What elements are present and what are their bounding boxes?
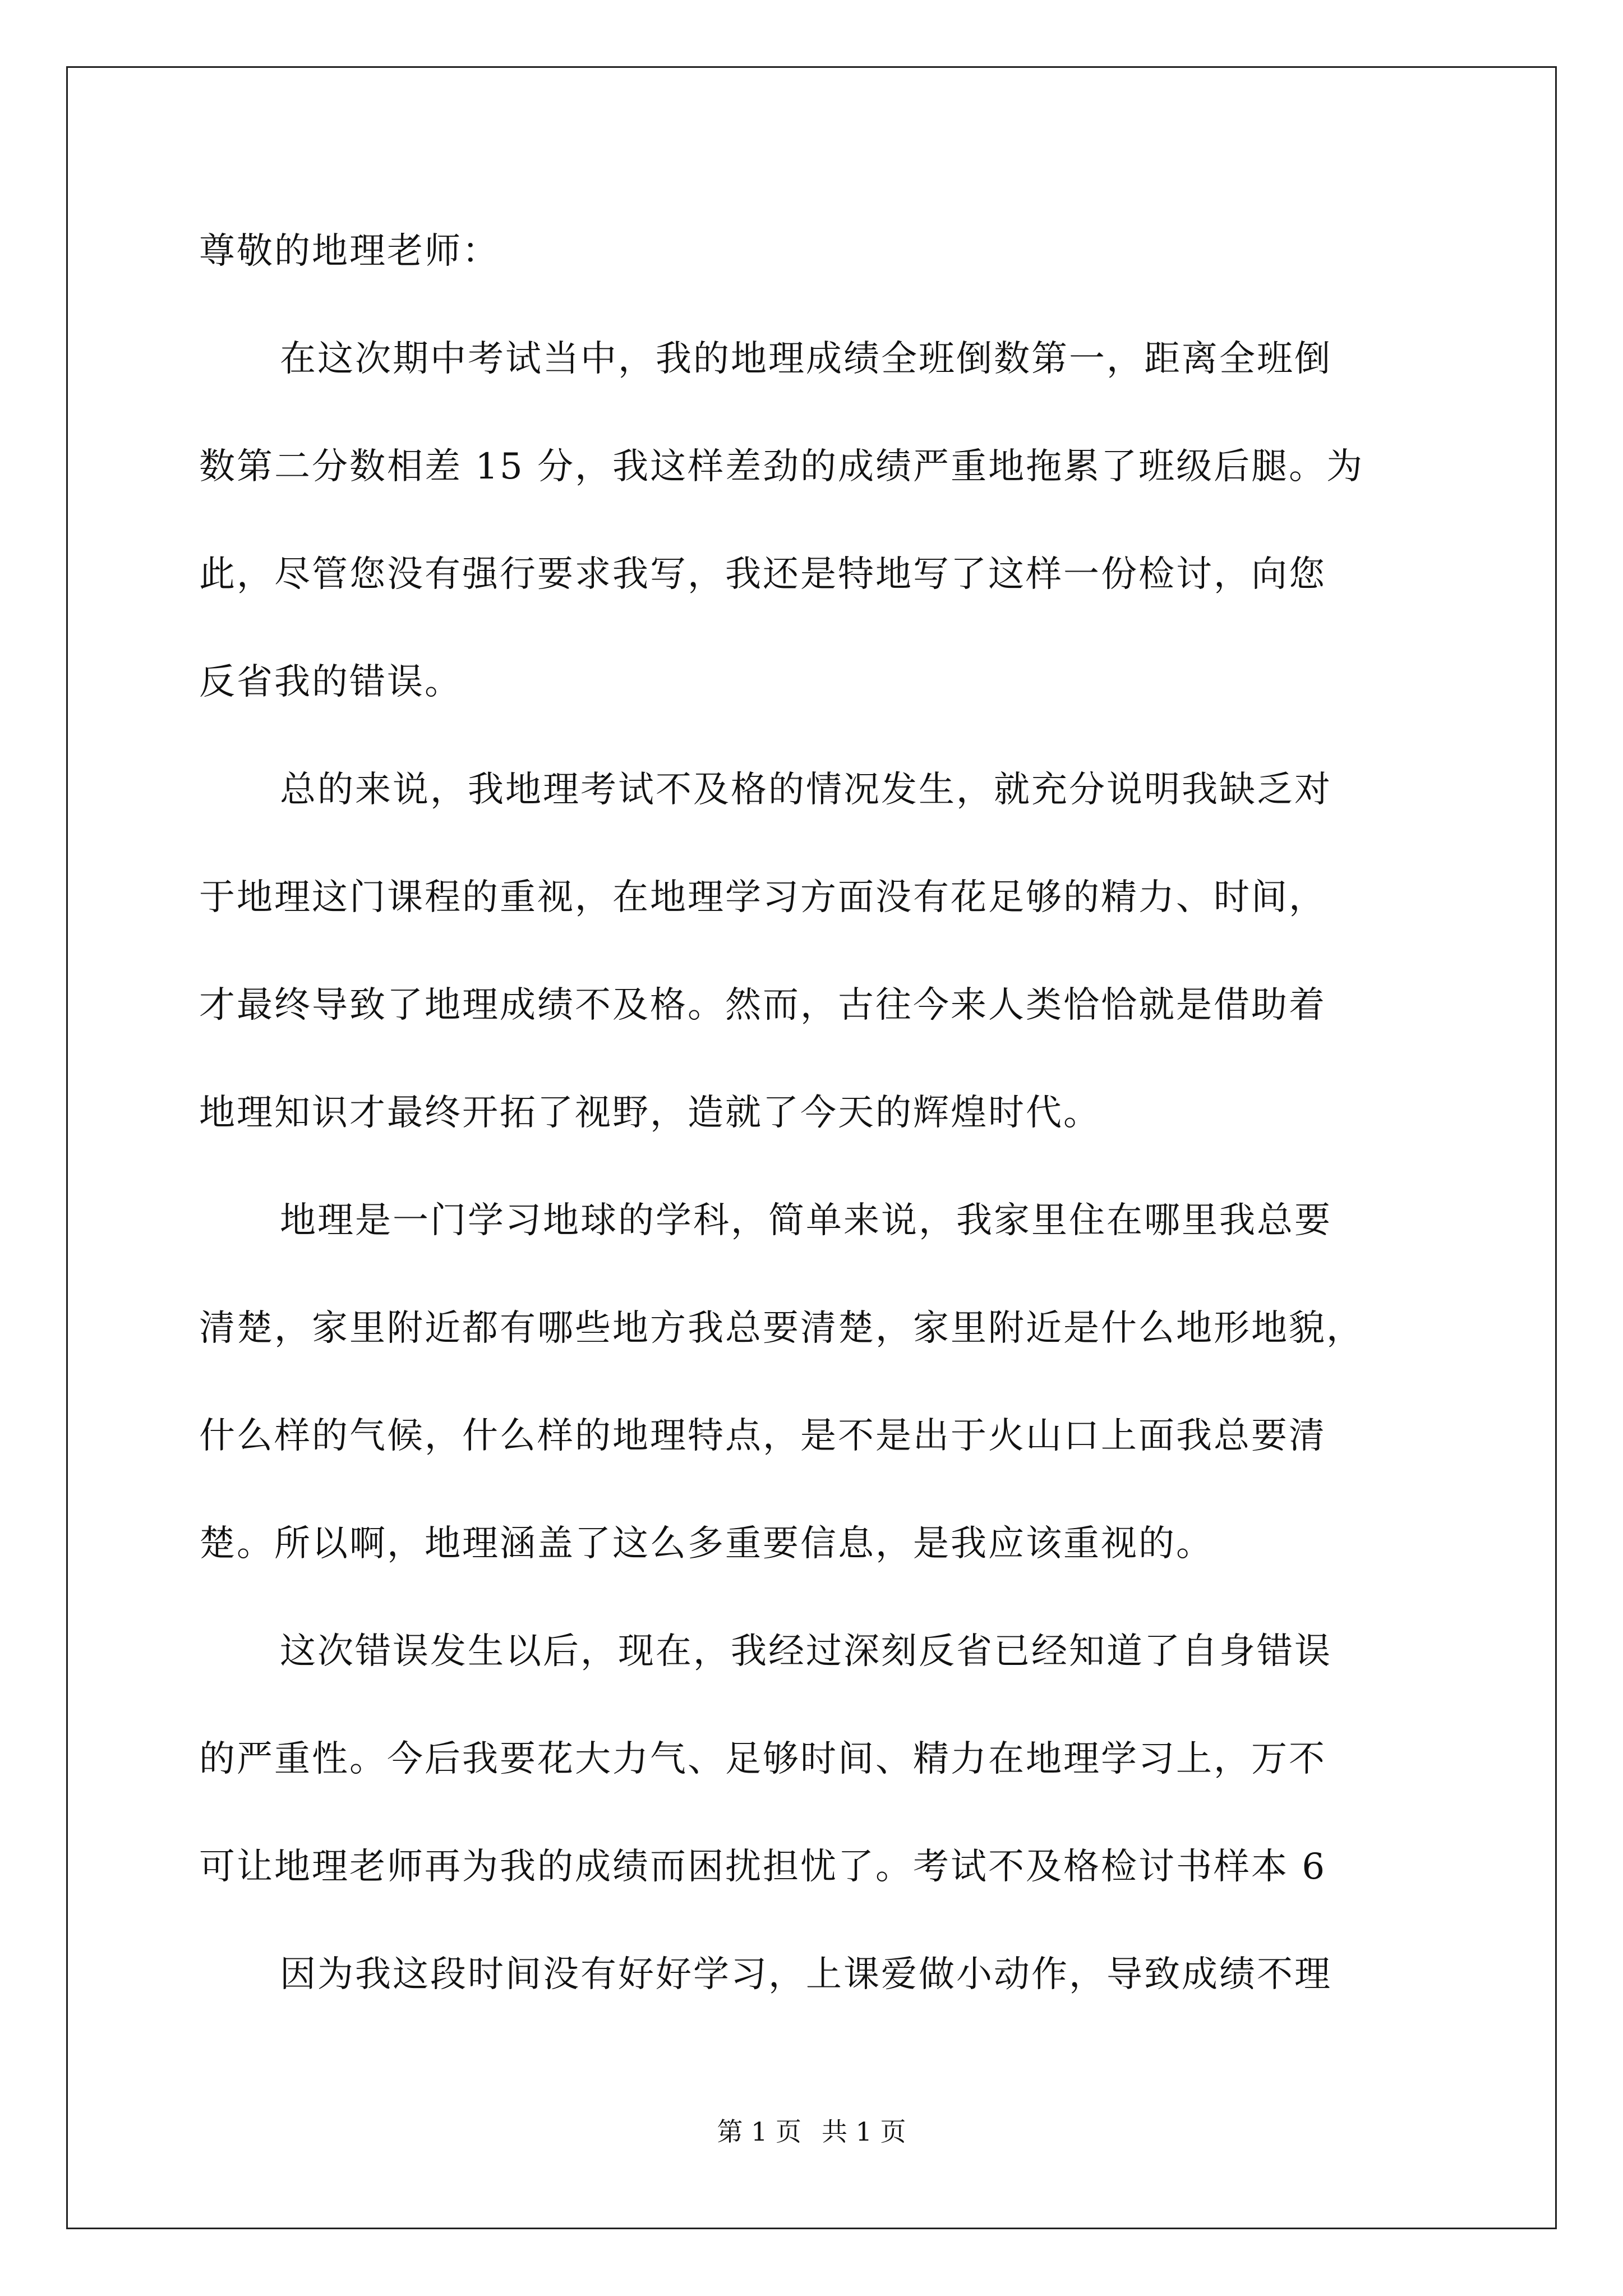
text-line: 地理知识才最终开拓了视野，造就了今天的辉煌时代。 [199,1092,1101,1134]
text-line: 于地理这门课程的重视，在地理学习方面没有花足够的精力、时间， [199,877,1326,918]
text-line: 楚。所以啊，地理涵盖了这么多重要信息，是我应该重视的。 [199,1523,1214,1565]
text-line: 数第二分数相差 15 分，我这样差劲的成绩严重地拖累了班级后腿。为 [199,446,1364,487]
text-line: 才最终导致了地理成绩不及格。然而，古往今来人类恰恰就是借助着 [199,984,1326,1026]
text-line: 地理是一门学习地球的学科，简单来说，我家里住在哪里我总要 [280,1200,1332,1241]
text-line: 可让地理老师再为我的成绩而困扰担忧了。考试不及格检讨书样本 6 [199,1846,1327,1888]
text-line: 的严重性。今后我要花大力气、足够时间、精力在地理学习上，万不 [199,1738,1326,1780]
text-line: 反省我的错误。 [199,661,462,703]
page-footer [0,2115,1623,2148]
text-line: 总的来说，我地理考试不及格的情况发生，就充分说明我缺乏对 [280,769,1332,811]
page-total: 共 1 页 [822,2116,906,2147]
text-line: 什么样的气候，什么样的地理特点，是不是出于火山口上面我总要清 [199,1415,1326,1457]
text-line: 因为我这段时间没有好好学习，上课爱做小动作，导致成绩不理 [280,1954,1332,1995]
page-number: 第 1 页 [717,2116,801,2147]
text-line: 此，尽管您没有强行要求我写，我还是特地写了这样一份检讨，向您 [199,554,1326,595]
greeting-line: 尊敬的地理老师： [199,231,500,272]
text-line: 这次错误发生以后，现在，我经过深刻反省已经知道了自身错误 [280,1631,1332,1672]
text-line: 清楚，家里附近都有哪些地方我总要清楚，家里附近是什么地形地貌， [199,1308,1364,1349]
text-line: 在这次期中考试当中，我的地理成绩全班倒数第一，距离全班倒 [280,338,1332,380]
